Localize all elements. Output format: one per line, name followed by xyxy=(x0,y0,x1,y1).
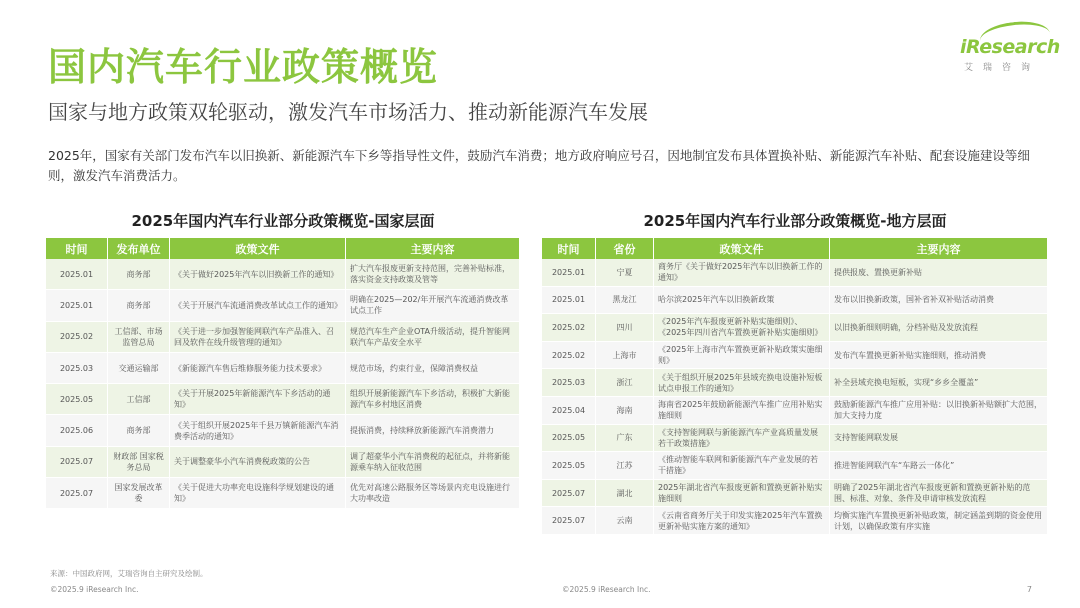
logo-sub-text: 艾瑞咨询 xyxy=(964,63,1041,73)
table-cell: 海南 xyxy=(596,397,654,425)
column-header-time: 时间 xyxy=(46,238,108,259)
table-cell: 2025.03 xyxy=(46,353,108,384)
national-policy-table xyxy=(46,238,520,509)
table-cell: 《关于进一步加强智能网联汽车产品准入、召回及软件在线升级管理的通知》 xyxy=(170,322,346,353)
table-cell: 提振消费，持续释放新能源汽车消费潜力 xyxy=(346,415,520,446)
column-header-time: 时间 xyxy=(542,238,596,259)
table-cell: 黑龙江 xyxy=(596,287,654,315)
table-cell: 2025.04 xyxy=(542,397,596,425)
column-header-content: 主要内容 xyxy=(830,238,1048,259)
table-cell: 2025.07 xyxy=(542,507,596,535)
table-cell: 《云南省商务厅关于印发实施2025年汽车置换更新补贴实施方案的通知》 xyxy=(654,507,830,535)
table-cell: 商务厅《关于做好2025年汽车以旧换新工作的通知》 xyxy=(654,259,830,287)
table-cell: 2025.05 xyxy=(542,425,596,453)
table-cell: 2025.05 xyxy=(46,384,108,415)
table-cell: 2025.02 xyxy=(46,322,108,353)
table-row xyxy=(46,478,520,509)
table-cell: 2025.03 xyxy=(542,369,596,397)
table-cell: 明确了2025年湖北省汽车报废更新和置换更新补贴的范围、标准、对象、条件及申请审核发放流程 xyxy=(830,480,1048,508)
column-header-content: 主要内容 xyxy=(346,238,520,259)
table-cell: 商务部 xyxy=(108,290,170,321)
table-cell: 以旧换新细则明确，分档补贴及发放流程 xyxy=(830,314,1048,342)
table-cell: 2025.02 xyxy=(542,342,596,370)
table-cell: 《2025年上海市汽车置换更新补贴政策实施细则》 xyxy=(654,342,830,370)
table-row xyxy=(542,425,1048,453)
national-table-title: 2025年国内汽车行业部分政策概览-国家层面 xyxy=(131,212,435,230)
table-cell: 组织开展新能源汽车下乡活动，积极扩大新能源汽车乡村地区消费 xyxy=(346,384,520,415)
table-cell: 四川 xyxy=(596,314,654,342)
table-cell: 上海市 xyxy=(596,342,654,370)
table-row xyxy=(542,342,1048,370)
table-cell: 调了超豪华小汽车消费税的起征点，并将新能源乘车纳入征收范围 xyxy=(346,447,520,478)
table-cell: 2025.07 xyxy=(542,480,596,508)
table-row xyxy=(542,397,1048,425)
page-title: 国内汽车行业政策概览 xyxy=(48,45,439,89)
table-cell: 均衡实施汽车置换更新补贴政策，制定涵盖到期的资金使用计划，以确保政策有序实施 xyxy=(830,507,1048,535)
table-cell: 《关于开展2025年新能源汽车下乡活动的通知》 xyxy=(170,384,346,415)
local-table-title: 2025年国内汽车行业部分政策概览-地方层面 xyxy=(643,212,947,230)
table-cell: 海南省2025年鼓励新能源汽车推广应用补贴实施细则 xyxy=(654,397,830,425)
table-cell: 《关于促进大功率充电设施科学规划建设的通知》 xyxy=(170,478,346,509)
table-row xyxy=(542,369,1048,397)
table-row xyxy=(542,507,1048,535)
page-subtitle: 国家与地方政策双轮驱动，激发汽车市场活力、推动新能源汽车发展 xyxy=(48,100,648,124)
table-row xyxy=(46,290,520,321)
table-cell: 推进智能网联汽车“车路云一体化” xyxy=(830,452,1048,480)
table-row xyxy=(46,353,520,384)
source-note: 来源：中国政府网，艾瑞咨询自主研究及绘制。 xyxy=(50,569,208,578)
table-row xyxy=(542,287,1048,315)
intro-paragraph: 2025年，国家有关部门发布汽车以旧换新、新能源汽车下乡等指导性文件，鼓励汽车消费；地方政府响应号召，因地制宜发布具体置换补贴、新能源汽车补贴、配套设施建设等细则，激发汽车消费活力。 xyxy=(48,148,1030,183)
table-cell: 商务部 xyxy=(108,415,170,446)
table-cell: 2025年湖北省汽车报废更新和置换更新补贴实施细则 xyxy=(654,480,830,508)
table-row xyxy=(542,480,1048,508)
table-cell: 2025.07 xyxy=(46,447,108,478)
table-cell: 哈尔滨2025年汽车以旧换新政策 xyxy=(654,287,830,315)
table-cell: 《关于组织开展2025年千县万镇新能源汽车消费季活动的通知》 xyxy=(170,415,346,446)
table-cell: 2025.06 xyxy=(46,415,108,446)
table-cell: 扩大汽车报废更新支持范围，完善补贴标准，落实资金支持政策及管等 xyxy=(346,259,520,290)
local-policy-table xyxy=(542,238,1048,535)
table-row xyxy=(46,415,520,446)
table-cell: 商务部 xyxy=(108,259,170,290)
table-cell: 鼓励新能源汽车推广应用补贴：以旧换新补贴额扩大范围，加大支持力度 xyxy=(830,397,1048,425)
table-cell: 明确在2025—202/年开展汽车流通消费改革试点工作 xyxy=(346,290,520,321)
column-header-document: 政策文件 xyxy=(170,238,346,259)
column-header-province: 省份 xyxy=(596,238,654,259)
iresearch-logo xyxy=(960,26,1060,76)
column-header-issuer: 发布单位 xyxy=(108,238,170,259)
table-cell: 《新能源汽车售后维修服务能力技术要求》 xyxy=(170,353,346,384)
table-cell: 国家发展改革委 xyxy=(108,478,170,509)
table-cell: 2025.01 xyxy=(542,287,596,315)
table-cell: 工信部 xyxy=(108,384,170,415)
table-cell: 2025.02 xyxy=(542,314,596,342)
table-row xyxy=(46,259,520,290)
table-cell: 2025.01 xyxy=(46,290,108,321)
table-cell: 湖北 xyxy=(596,480,654,508)
table-cell: 《关于开展汽车流通消费改革试点工作的通知》 xyxy=(170,290,346,321)
table-row xyxy=(542,259,1048,287)
table-cell: 《关于做好2025年汽车以旧换新工作的通知》 xyxy=(170,259,346,290)
table-cell: 2025.05 xyxy=(542,452,596,480)
table-cell: 工信部、市场监管总局 xyxy=(108,322,170,353)
table-row xyxy=(542,314,1048,342)
table-cell: 《支持智能网联与新能源汽车产业高质量发展若干政策措施》 xyxy=(654,425,830,453)
table-cell: 关于调整豪华小汽车消费税政策的公告 xyxy=(170,447,346,478)
copyright-left: ©2025.9 iResearch Inc. xyxy=(50,585,139,594)
table-cell: 提供报废、置换更新补贴 xyxy=(830,259,1048,287)
table-cell: 发布以旧换新政策，国补省补双补贴活动消费 xyxy=(830,287,1048,315)
table-row xyxy=(542,452,1048,480)
table-cell: 浙江 xyxy=(596,369,654,397)
logo-main-text: iResearch xyxy=(960,36,1060,58)
table-cell: 财政部 国家税务总局 xyxy=(108,447,170,478)
page-number: 7 xyxy=(1026,585,1032,594)
table-cell: 交通运输部 xyxy=(108,353,170,384)
table-cell: 江苏 xyxy=(596,452,654,480)
table-cell: 宁夏 xyxy=(596,259,654,287)
table-cell: 云南 xyxy=(596,507,654,535)
table-cell: 2025.01 xyxy=(46,259,108,290)
table-cell: 2025.07 xyxy=(46,478,108,509)
table-cell: 《2025年汽车报废更新补贴实施细则》、《2025年四川省汽车置换更新补贴实施细则》 xyxy=(654,314,830,342)
table-cell: 发布汽车置换更新补贴实施细则，推动消费 xyxy=(830,342,1048,370)
table-cell: 补全县域充换电短板，实现“乡乡全覆盖” xyxy=(830,369,1048,397)
table-cell: 广东 xyxy=(596,425,654,453)
table-cell: 优先对高速公路服务区等场景内充电设施进行大功率改造 xyxy=(346,478,520,509)
table-cell: 规范市场，约束行业，保障消费权益 xyxy=(346,353,520,384)
table-row xyxy=(46,447,520,478)
column-header-document: 政策文件 xyxy=(654,238,830,259)
table-row xyxy=(46,384,520,415)
table-row xyxy=(46,322,520,353)
table-cell: 规范汽车生产企业OTA升级活动，提升智能网联汽车产品安全水平 xyxy=(346,322,520,353)
local-policy-section xyxy=(542,210,1048,535)
national-policy-section xyxy=(46,210,520,509)
table-cell: 《关于组织开展2025年县域充换电设施补短板试点申报工作的通知》 xyxy=(654,369,830,397)
table-cell: 《推动智能车联网和新能源汽车产业发展的若干措施》 xyxy=(654,452,830,480)
table-cell: 2025.01 xyxy=(542,259,596,287)
copyright-right: ©2025.9 iResearch Inc. xyxy=(562,585,651,594)
table-cell: 支持智能网联发展 xyxy=(830,425,1048,453)
